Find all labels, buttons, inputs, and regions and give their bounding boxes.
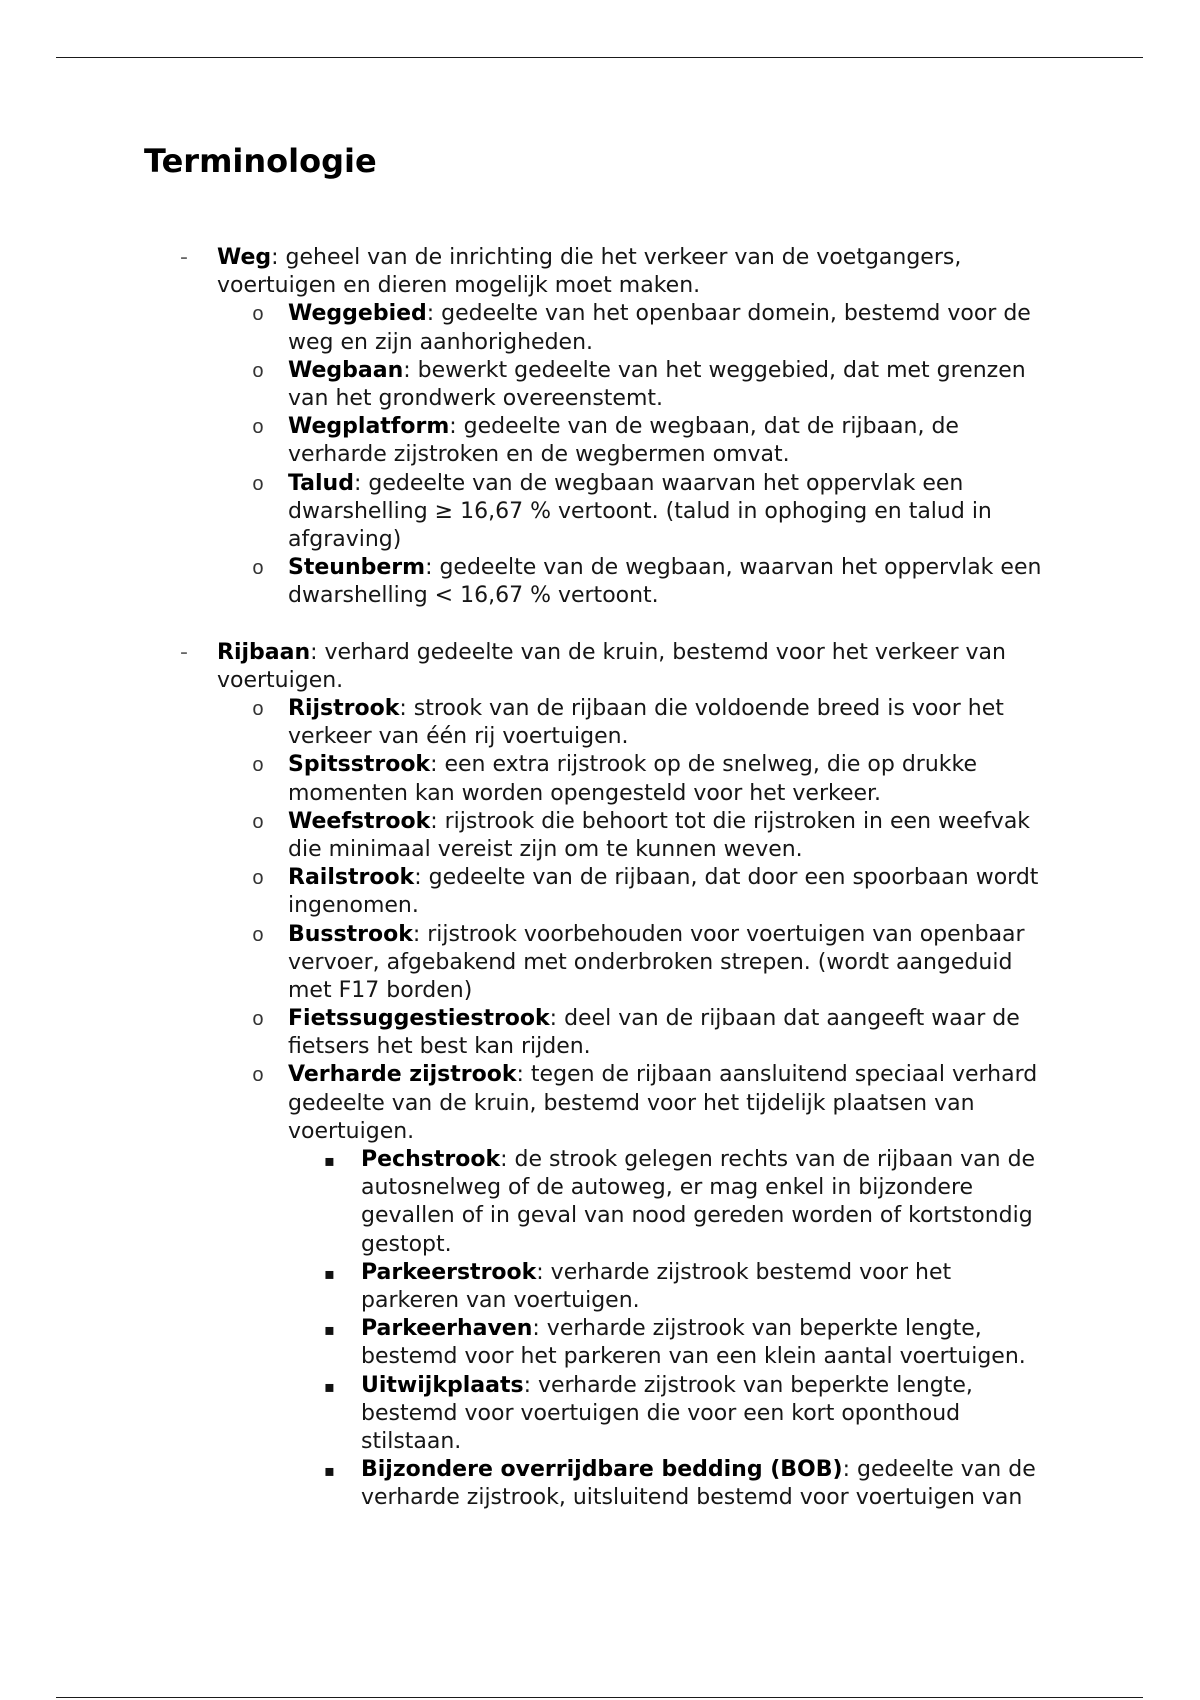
definition-text: gevallen of in geval van nood gereden worden of kortstondig	[361, 1203, 1033, 1229]
term-wegbaan: Wegbaan	[288, 357, 404, 383]
definition-text: gestopt.	[361, 1231, 452, 1257]
definition-text: : verharde zijstrook van beperkte lengte,	[523, 1372, 973, 1398]
term-pechstrook: Pechstrook	[361, 1147, 501, 1172]
definition-text: stilstaan.	[361, 1428, 462, 1454]
definition-text: : rijstrook die behoort tot die rijstroken in een weefvak	[430, 808, 1031, 834]
definition-line	[0, 1005, 1200, 1033]
definition-line	[0, 1428, 1200, 1456]
term-item-weefstrook	[0, 808, 1200, 864]
circle-bullet-icon: o	[252, 1065, 265, 1089]
definition-text: die minimaal vereist zijn om te kunnen weven.	[288, 836, 803, 862]
definition-line	[0, 695, 1200, 723]
definition-line	[0, 582, 1200, 610]
term-item-spitsstrook	[0, 751, 1200, 807]
definition-text: : deel van de rijbaan dat aangeeft waar de	[549, 1006, 1020, 1032]
definition-text: : gedeelte van de wegbaan, dat de rijbaan, de	[449, 414, 959, 440]
square-bullet-icon: ▪	[324, 1461, 335, 1481]
page-title: Terminologie	[144, 142, 377, 180]
term-item-busstrook	[0, 921, 1200, 1006]
definition-text: voertuigen.	[217, 667, 344, 693]
term-item-pechstrook	[0, 1146, 1200, 1259]
definition-text: : verhard gedeelte van de kruin, bestemd voor het verkeer van	[310, 639, 1006, 665]
definition-text: van het grondwerk overeenstemt.	[288, 385, 663, 411]
definition-line	[0, 1400, 1200, 1428]
definition-text: fietsers het best kan rijden.	[288, 1034, 591, 1060]
square-bullet-icon: ▪	[324, 1151, 335, 1170]
circle-bullet-icon: o	[252, 473, 265, 497]
circle-bullet-icon: o	[252, 360, 265, 384]
square-bullet-icon: ▪	[324, 1320, 335, 1340]
term-item-railstrook	[0, 864, 1200, 920]
definition-line	[0, 1259, 1200, 1287]
definition-text: bestemd voor voertuigen die voor een kort oponthoud	[361, 1400, 961, 1426]
term-item-steunberm	[0, 554, 1200, 610]
definition-line	[0, 751, 1200, 779]
definition-line	[0, 272, 1200, 300]
definition-text: : geheel van de inrichting die het verkeer van de voetgangers,	[271, 245, 962, 270]
circle-bullet-icon: o	[252, 304, 265, 328]
square-bullet-icon: ▪	[324, 1263, 335, 1283]
definition-text: : gedeelte van de	[842, 1457, 1036, 1483]
term-item-verharde-zijstrook	[0, 1061, 1200, 1512]
dash-bullet-icon: -	[180, 639, 188, 665]
term-item-wegbaan	[0, 357, 1200, 413]
definition-text: verharde zijstroken en de wegbermen omvat.	[288, 442, 790, 468]
term-wegplatform: Wegplatform	[288, 414, 450, 440]
definition-line	[0, 441, 1200, 469]
definition-line	[0, 836, 1200, 864]
definition-text: momenten kan worden opengesteld voor het verkeer.	[288, 780, 882, 806]
definition-line	[0, 498, 1200, 526]
definition-line	[0, 864, 1200, 892]
definition-line	[0, 892, 1200, 920]
circle-bullet-icon: o	[252, 1009, 265, 1033]
definition-text: : strook van de rijbaan die voldoende breed is voor het	[399, 696, 1004, 721]
term-verharde-zijstrook: Verharde zijstrook	[288, 1062, 517, 1088]
circle-bullet-icon: o	[252, 868, 265, 892]
circle-bullet-icon: o	[252, 755, 265, 779]
definition-line	[0, 1484, 1200, 1512]
term-item-rijstrook	[0, 695, 1200, 751]
definition-line	[0, 470, 1200, 498]
definition-text: verharde zijstrook, uitsluitend bestemd voor voertuigen van	[361, 1485, 1023, 1511]
term-weefstrook: Weefstrook	[288, 808, 431, 834]
definition-line	[0, 357, 1200, 385]
term-parkeerstrook: Parkeerstrook	[361, 1259, 537, 1285]
definition-line	[0, 300, 1200, 328]
term-fietssuggestiestrook: Fietssuggestiestrook	[288, 1006, 550, 1032]
circle-bullet-icon: o	[252, 558, 265, 582]
definition-text: afgraving)	[288, 526, 402, 552]
definition-text: verkeer van één rij voertuigen.	[288, 724, 629, 750]
definition-text: : een extra rijstrook op de snelweg, die op drukke	[430, 752, 978, 778]
definition-line	[0, 1343, 1200, 1371]
definition-text: weg en zijn aanhorigheden.	[288, 329, 594, 355]
definition-text: bestemd voor het parkeren van een klein aantal voertuigen.	[361, 1344, 1026, 1370]
definition-line	[0, 1033, 1200, 1061]
definition-line	[0, 1174, 1200, 1202]
definition-line	[0, 780, 1200, 808]
term-parkeerhaven: Parkeerhaven	[361, 1316, 533, 1342]
header-rule	[56, 57, 1143, 58]
definition-text: dwarshelling ≥ 16,67 % vertoont. (talud in ophoging en talud in	[288, 498, 992, 524]
definition-text: : bewerkt gedeelte van het weggebied, dat met grenzen	[403, 357, 1026, 383]
definition-line	[0, 1287, 1200, 1315]
circle-bullet-icon: o	[252, 924, 265, 948]
definition-line	[0, 808, 1200, 836]
definition-text: : verharde zijstrook bestemd voor het	[536, 1259, 952, 1285]
term-steunberm: Steunberm	[288, 555, 426, 581]
definition-text: dwarshelling < 16,67 % vertoont.	[288, 583, 659, 609]
definition-text: : verharde zijstrook van beperkte lengte,	[532, 1316, 982, 1342]
definition-text: : gedeelte van het openbaar domein, bestemd voor de	[426, 301, 1031, 327]
term-item-wegplatform	[0, 413, 1200, 469]
term-item-talud	[0, 470, 1200, 555]
circle-bullet-icon: o	[252, 811, 265, 835]
definition-text: voertuigen en dieren mogelijk moet maken.	[217, 273, 701, 299]
term-item-weggebied	[0, 300, 1200, 356]
definition-line	[0, 1202, 1200, 1230]
definition-line	[0, 554, 1200, 582]
dash-bullet-icon: -	[180, 245, 188, 270]
definition-line	[0, 1090, 1200, 1118]
term-rijstrook: Rijstrook	[288, 696, 400, 721]
definition-line	[0, 329, 1200, 357]
definition-text: met F17 borden)	[288, 977, 473, 1003]
definition-text: ingenomen.	[288, 893, 419, 919]
footer-rule	[56, 1697, 1143, 1698]
circle-bullet-icon: o	[252, 417, 265, 441]
definition-line	[0, 667, 1200, 695]
term-item-rijbaan	[0, 639, 1200, 1513]
term-busstrook: Busstrook	[288, 921, 413, 947]
definition-text: parkeren van voertuigen.	[361, 1287, 640, 1313]
definition-text: : gedeelte van de wegbaan, waarvan het oppervlak een	[425, 555, 1042, 581]
term-item-weg	[0, 244, 1200, 610]
definition-text: voertuigen.	[288, 1118, 415, 1144]
definition-line	[0, 921, 1200, 949]
square-bullet-icon: ▪	[324, 1376, 335, 1396]
definition-line	[0, 977, 1200, 1005]
definition-line	[0, 1456, 1200, 1484]
term-weg: Weg	[217, 245, 272, 270]
definition-line	[0, 1315, 1200, 1343]
term-list	[0, 244, 1200, 1512]
term-railstrook: Railstrook	[288, 865, 415, 891]
definition-line	[0, 1231, 1200, 1259]
definition-line	[0, 1061, 1200, 1089]
definition-text: autosnelweg of de autoweg, er mag enkel in bijzondere	[361, 1175, 974, 1201]
definition-line	[0, 385, 1200, 413]
term-item-fietssuggestiestrook	[0, 1005, 1200, 1061]
term-bijzondere-overrijdbare-bedding-bob: Bijzondere overrijdbare bedding (BOB)	[361, 1457, 843, 1483]
definition-text: vervoer, afgebakend met onderbroken strepen. (wordt aangeduid	[288, 949, 1013, 975]
definition-text: : tegen de rijbaan aansluitend speciaal verhard	[516, 1062, 1038, 1088]
term-item-parkeerhaven	[0, 1315, 1200, 1371]
definition-line	[0, 723, 1200, 751]
term-uitwijkplaats: Uitwijkplaats	[361, 1372, 524, 1398]
definition-text: gedeelte van de kruin, bestemd voor het tijdelijk plaatsen van	[288, 1090, 975, 1116]
definition-line	[0, 526, 1200, 554]
term-item-bijzondere-overrijdbare-bedding-bob	[0, 1456, 1200, 1512]
definition-text: : rijstrook voorbehouden voor voertuigen van openbaar	[412, 921, 1025, 947]
definition-line	[0, 413, 1200, 441]
term-item-parkeerstrook	[0, 1259, 1200, 1315]
definition-line	[0, 1118, 1200, 1146]
definition-text: : gedeelte van de rijbaan, dat door een spoorbaan wordt	[414, 865, 1039, 891]
definition-line	[0, 949, 1200, 977]
term-rijbaan: Rijbaan	[217, 639, 311, 665]
term-talud: Talud	[288, 470, 354, 496]
term-weggebied: Weggebied	[288, 301, 427, 327]
definition-text: : de strook gelegen rechts van de rijbaan van de	[500, 1147, 1036, 1172]
term-spitsstrook: Spitsstrook	[288, 752, 431, 778]
term-item-uitwijkplaats	[0, 1372, 1200, 1457]
circle-bullet-icon: o	[252, 699, 265, 722]
definition-line	[0, 1146, 1200, 1174]
definition-text: : gedeelte van de wegbaan waarvan het oppervlak een	[353, 470, 964, 496]
definition-line	[0, 1372, 1200, 1400]
